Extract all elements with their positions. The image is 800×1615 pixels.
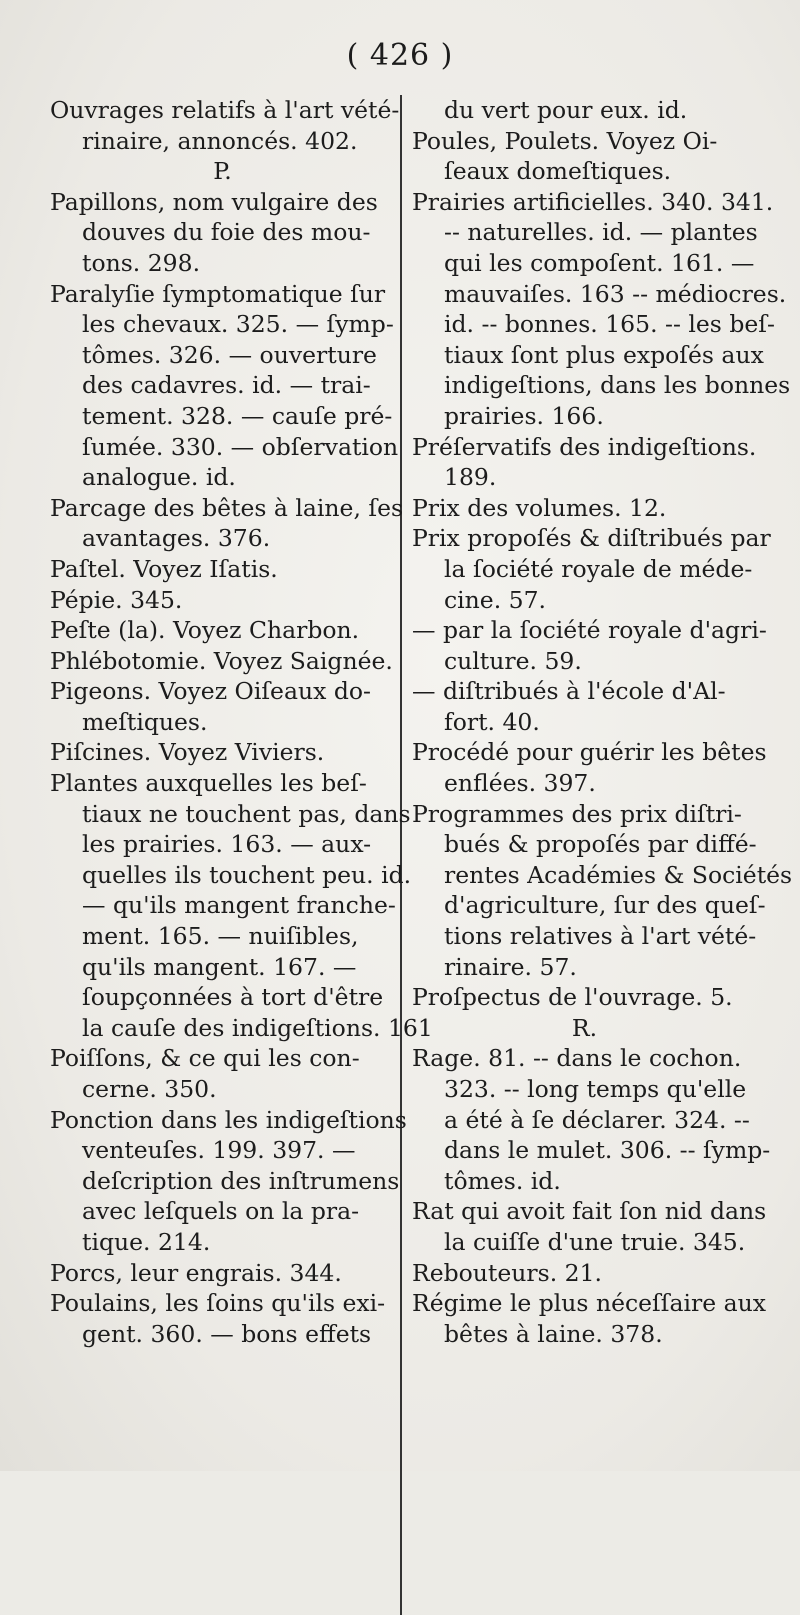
index-continuation-line: tiaux ne touchent pas, dans: [82, 799, 411, 828]
index-continuation-line: tique. 214.: [82, 1227, 211, 1256]
index-continuation-line: venteuſes. 199. 397. —: [82, 1136, 356, 1165]
index-entry-line: Plantes auxquelles les beſ-: [50, 769, 367, 798]
index-continuation-line: ſoupçonnées à tort d'être: [82, 983, 384, 1012]
index-entry-line: Prix des volumes. 12.: [412, 493, 667, 522]
index-entry-line: Ouvrages relatifs à l'art vété-: [50, 96, 400, 124]
index-continuation-line: 189.: [444, 463, 497, 492]
index-entry-line: Procédé pour guérir les bêtes: [412, 738, 767, 767]
index-continuation-line: les prairies. 163. — aux-: [82, 830, 372, 859]
index-continuation-line: cine. 57.: [444, 585, 547, 614]
index-continuation-line: du vert pour eux. id.: [444, 96, 688, 124]
index-entry-line: Porcs, leur engrais. 344.: [50, 1258, 342, 1287]
index-entry-line: Parcage des bêtes à laine, ſes: [50, 493, 404, 522]
index-continuation-line: ment. 165. — nuiſibles,: [82, 922, 359, 951]
index-entry-line: Proſpectus de l'ouvrage. 5.: [412, 983, 733, 1012]
index-entry-line: Rat qui avoit fait ſon nid dans: [412, 1197, 767, 1226]
index-continuation-line: indigeſtions, dans les bonnes: [444, 371, 791, 400]
index-entry-line: Poules, Poulets. Voyez Oi-: [412, 126, 718, 155]
index-continuation-line: dans le mulet. 306. -- ſymp-: [444, 1136, 771, 1165]
index-entry-line: Piſcines. Voyez Viviers.: [50, 738, 325, 767]
index-entry-line: Programmes des prix diſtri-: [412, 799, 742, 828]
index-continuation-line: tement. 328. — cauſe pré-: [82, 401, 393, 430]
page-number: ( 426 ): [346, 38, 454, 73]
index-continuation-line: 323. -- long temps qu'elle: [444, 1075, 747, 1103]
index-continuation-line: ſumée. 330. — obſervation: [82, 432, 399, 461]
index-continuation-line: tions relatives à l'art vété-: [444, 922, 757, 951]
index-continuation-line: la cauſe des indigeſtions. 161: [82, 1013, 433, 1042]
index-entry-line: Préſervatifs des indigeſtions.: [412, 432, 757, 461]
index-entry-line: Pépie. 345.: [50, 585, 183, 614]
index-continuation-line: la ſociété royale de méde-: [444, 554, 753, 583]
index-continuation-line: prairies. 166.: [444, 401, 604, 430]
index-entry-line: Phlébotomie. Voyez Saignée.: [50, 646, 393, 675]
index-entry-line: — diſtribués à l'école d'Al-: [412, 677, 726, 706]
index-continuation-line: les chevaux. 325. — ſymp-: [82, 310, 394, 339]
index-continuation-line: d'agriculture, ſur des queſ-: [444, 891, 766, 920]
index-continuation-line: douves du foie des mou-: [82, 218, 371, 247]
index-entry-line: Poulains, les ſoins qu'ils exi-: [50, 1289, 386, 1318]
index-continuation-line: tiaux ſont plus expoſés aux: [444, 340, 764, 369]
index-continuation-line: deſcription des inſtrumens: [82, 1166, 400, 1195]
index-continuation-line: avantages. 376.: [82, 524, 271, 553]
index-entry-line: Régime le plus néceſſaire aux: [412, 1289, 766, 1318]
column-divider: [400, 95, 402, 1615]
index-continuation-line: tômes. 326. — ouverture: [82, 340, 377, 369]
index-continuation-line: cerne. 350.: [82, 1075, 217, 1103]
index-continuation-line: a été à ſe déclarer. 324. --: [444, 1105, 750, 1134]
index-continuation-line: bués & propoſés par diffé-: [444, 830, 757, 859]
index-continuation-line: rinaire. 57.: [444, 952, 577, 981]
index-continuation-line: tômes. id.: [444, 1166, 561, 1195]
index-continuation-line: bêtes à laine. 378.: [444, 1319, 663, 1348]
index-entry-line: Paſtel. Voyez Iſatis.: [50, 554, 278, 583]
index-continuation-line: quelles ils touchent peu. id.: [82, 860, 412, 889]
index-continuation-line: fort. 40.: [444, 707, 540, 736]
index-continuation-line: qui les compoſent. 161. —: [444, 248, 755, 277]
index-entry-line: Prairies artificielles. 340. 341.: [412, 187, 774, 216]
index-continuation-line: rentes Académies & Sociétés: [444, 860, 793, 889]
index-entry-line: Pigeons. Voyez Oiſeaux do-: [50, 677, 371, 706]
index-continuation-line: id. -- bonnes. 165. -- les beſ-: [444, 310, 775, 339]
index-entry-line: Papillons, nom vulgaire des: [50, 187, 378, 216]
section-letter: P.: [213, 157, 232, 186]
index-continuation-line: mauvaiſes. 163 -- médiocres.: [444, 279, 787, 308]
section-letter: R.: [571, 1013, 598, 1042]
index-continuation-line: meſtiques.: [82, 707, 208, 736]
index-entry-line: Paralyſie ſymptomatique ſur: [50, 279, 386, 308]
index-continuation-line: la cuiſſe d'une truie. 345.: [444, 1227, 746, 1256]
index-entry-line: Rebouteurs. 21.: [412, 1258, 603, 1287]
index-entry-line: Rage. 81. -- dans le cochon.: [412, 1044, 742, 1073]
index-continuation-line: qu'ils mangent. 167. —: [82, 952, 357, 981]
index-continuation-line: avec leſquels on la pra-: [82, 1197, 360, 1226]
index-continuation-line: culture. 59.: [444, 646, 582, 675]
index-entry-line: Prix propoſés & diſtribués par: [412, 524, 771, 553]
index-continuation-line: gent. 360. — bons effets: [82, 1319, 372, 1348]
index-column-right: [412, 95, 793, 1349]
index-entry-line: Poiſſons, & ce qui les con-: [50, 1044, 360, 1073]
index-continuation-line: ſeaux domeſtiques.: [444, 157, 672, 186]
index-entry-line: Peſte (la). Voyez Charbon.: [50, 616, 360, 645]
index-continuation-line: analogue. id.: [82, 463, 236, 492]
index-continuation-line: rinaire, annoncés. 402.: [82, 126, 358, 155]
index-continuation-line: tons. 298.: [82, 248, 201, 277]
index-continuation-line: -- naturelles. id. — plantes: [444, 218, 758, 247]
index-column-left: [50, 95, 433, 1349]
index-continuation-line: enflées. 397.: [444, 769, 596, 798]
index-entry-line: — par la ſociété royale d'agri-: [412, 616, 767, 645]
index-continuation-line: — qu'ils mangent franche-: [82, 891, 396, 920]
index-continuation-line: des cadavres. id. — trai-: [82, 371, 371, 400]
index-entry-line: Ponction dans les indigeſtions: [50, 1105, 407, 1134]
